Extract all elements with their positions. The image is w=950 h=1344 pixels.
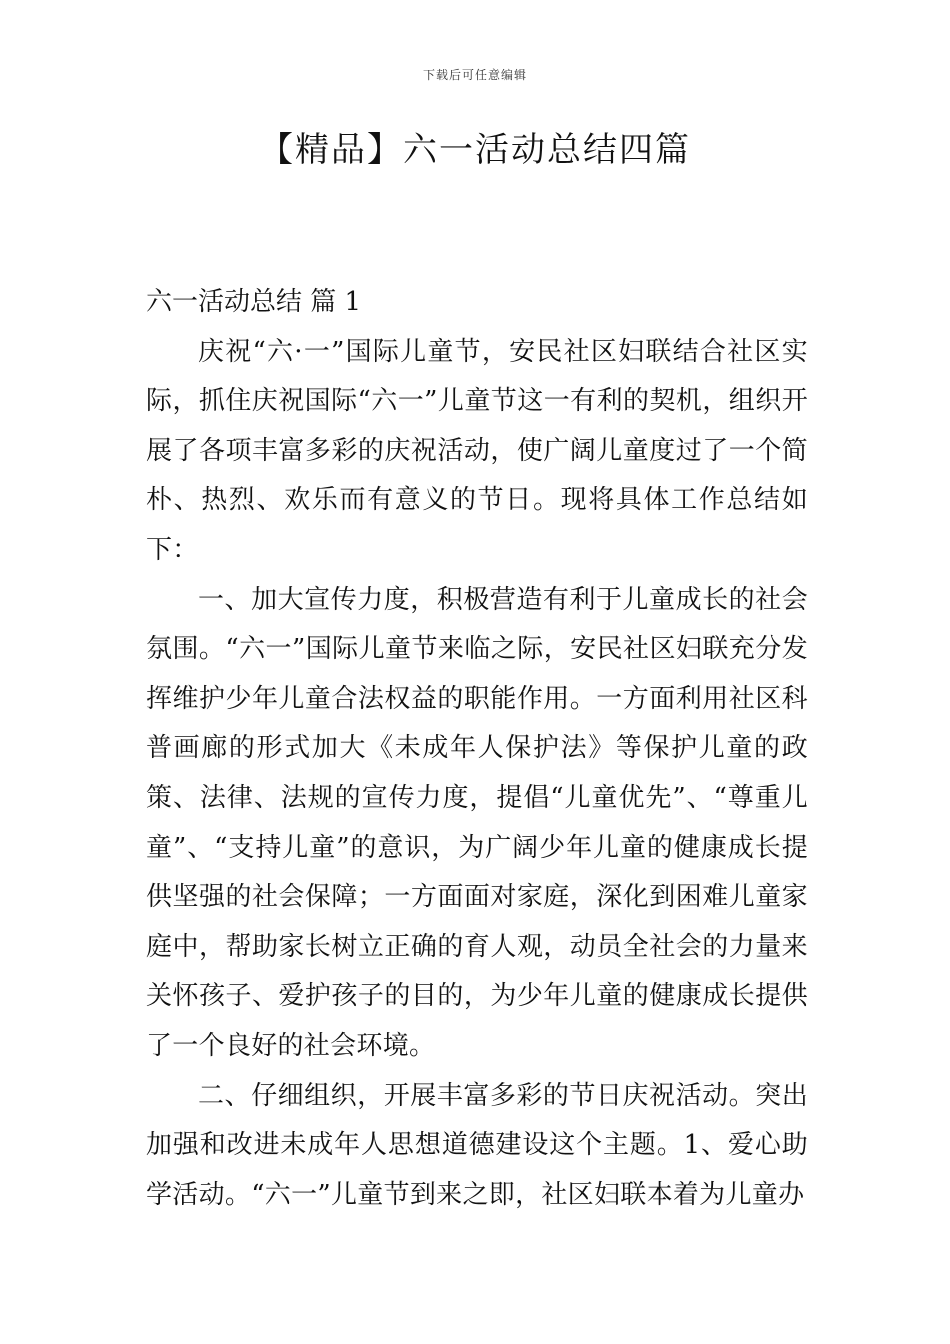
- body-paragraph: 一、加大宣传力度，积极营造有利于儿童成长的社会氛围。“六一”国际儿童节来临之际，安民社区妇联充分发挥维护少年儿童合法权益的职能作用。一方面利用社区科普画廊的形式加大《未成年人保护法》等保护儿童的政策、法律、法规的宣传力度，提倡“儿童优先”、“尊重儿童”、“支持儿童”的意识，为广阔少年儿童的健康成长提供坚强的社会保障；一方面面对家庭，深化到困难儿童家庭中，帮助家长树立正确的育人观，动员全社会的力量来关怀孩子、爱护孩子的目的，为少年儿童的健康成长提供了一个良好的社会环境。: [146, 584, 808, 1061]
- section-heading: 六一活动总结 篇 1: [146, 287, 362, 317]
- header-note: 下载后可任意编辑: [422, 68, 527, 82]
- body-paragraph: 二、仔细组织，开展丰富多彩的节日庆祝活动。突出加强和改进未成年人思想道德建设这个主题。1、爱心助学活动。“六一”儿童节到来之即，社区妇联本着为儿童办: [146, 1080, 808, 1210]
- document-body: [146, 278, 808, 1220]
- body-paragraph: 庆祝“六·一”国际儿童节，安民社区妇联结合社区实际，抓住庆祝国际“六一”儿童节这一有利的契机，组织开展了各项丰富多彩的庆祝活动，使广阔儿童度过了一个简朴、热烈、欢乐而有意义的节日。现将具体工作总结如下：: [146, 336, 808, 565]
- document-title: 【精品】六一活动总结四篇: [259, 130, 691, 170]
